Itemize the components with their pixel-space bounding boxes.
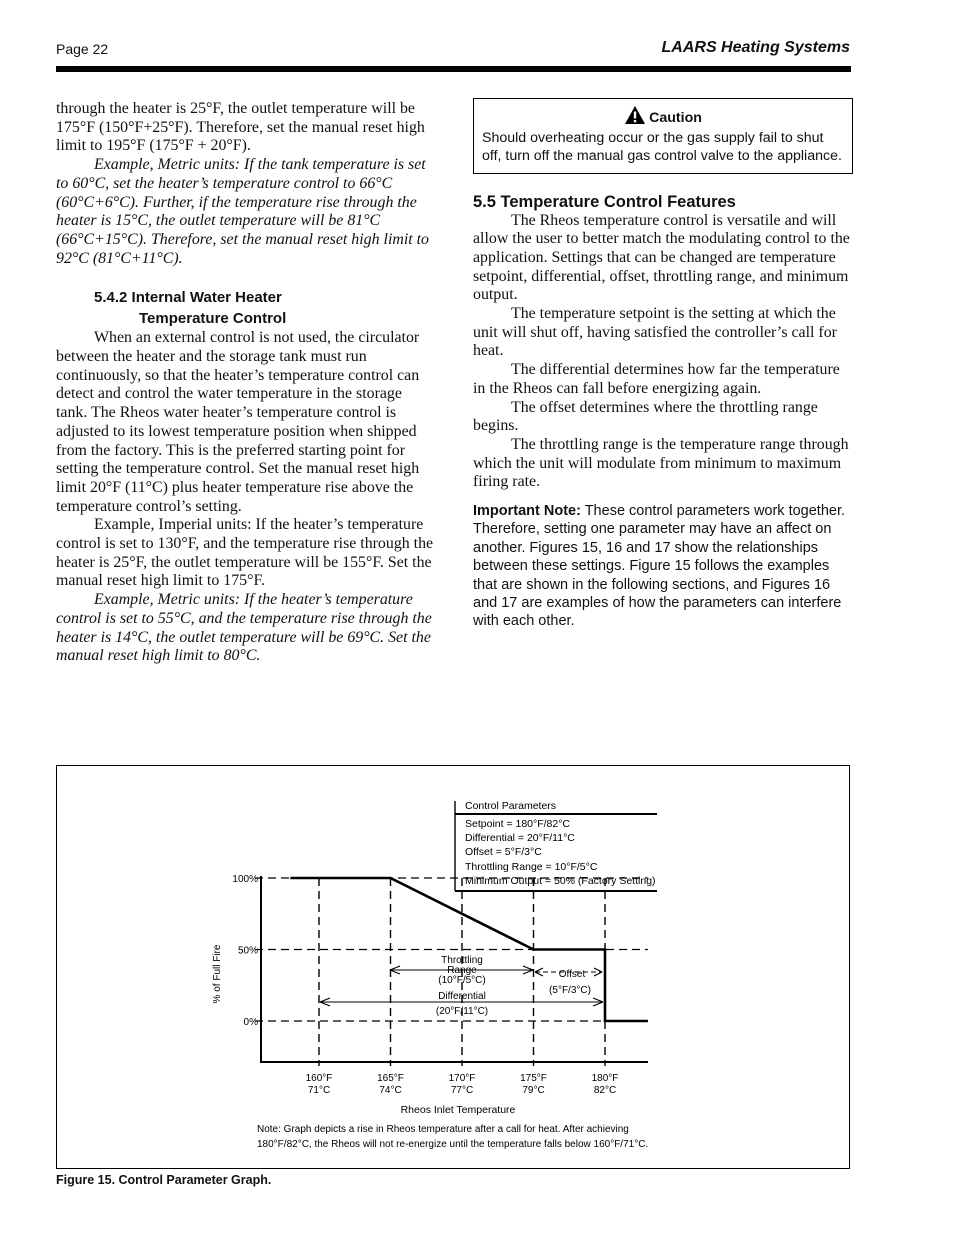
- caution-label: Caution: [649, 110, 702, 126]
- differential-label: (20°F/11°C): [435, 1006, 489, 1017]
- x-axis-label: Rheos Inlet Temperature: [400, 1104, 516, 1116]
- y-tick-label: 50%: [237, 945, 258, 957]
- offset-label: (5°F/3°C): [549, 985, 591, 996]
- throttling-label: Range: [447, 965, 477, 976]
- param-line: Differential = 20°F/11°C: [465, 832, 575, 844]
- x-tick-label: 165°F: [377, 1073, 404, 1084]
- offset-label: Offset: [558, 969, 586, 980]
- heading-line-1: 5.4.2 Internal Water Heater: [94, 289, 282, 307]
- param-line: Offset = 5°F/3°C: [465, 846, 542, 858]
- throttling-label: Throttling: [441, 955, 483, 966]
- important-text: These control parameters work together. Therefore, setting one parameter may have an affect on another. Figures 15, 16 and 17 show the relationships between these settings. Figure 15 follows the examples that are shown in the following sections, and Figures 16 and 17 are examples of how the parameters can interfere with each other.: [473, 503, 846, 630]
- brand-title: LAARS Heating Systems: [661, 39, 850, 56]
- figure-box: [56, 765, 850, 1169]
- y-axis-label: % of Full Fire: [212, 944, 223, 1004]
- paragraph: The temperature setpoint is the setting at which the unit will shut off, having satisfied the controller’s call for heat.: [473, 305, 837, 360]
- x-tick-label: 160°F: [305, 1073, 333, 1084]
- param-line: Minimum Output = 50% (Factory Setting): [465, 875, 656, 887]
- throttling-label: (10°F/5°C): [438, 975, 486, 986]
- left-column: [56, 100, 436, 666]
- paragraph: The Rheos temperature control is versatile and will allow the user to better match the modulating control to the application. Settings that can be changed are temperature setpoint, differential, offset, throttling range, and minimum output.: [473, 211, 850, 304]
- y-tick-label: 100%: [232, 874, 258, 885]
- x-tick-label: 79°C: [522, 1085, 545, 1096]
- header-rule: [56, 66, 851, 72]
- warning-icon: [624, 105, 646, 125]
- paragraph: Example, Metric units: If the heater’s temperature control is set to 55°C, and the temperature rise through the heater is 14°C, the outlet temperature will be 69°C. Set the manual reset high limit to 80°C.: [56, 591, 432, 665]
- param-line: Setpoint = 180°F/82°C: [465, 818, 571, 830]
- paragraph: Example, Metric units: If the tank temperature is set to 60°C, set the heater’s temperature control to 66°C (60°C+6°C). Further, if the temperature rise through the heater is 15°C, the outlet temperature will be 81°C (66°C+15°C). Therefore, set the manual reset high limit to 92°C (81°C+11°C).: [56, 156, 429, 267]
- x-tick-label: 175°F: [520, 1073, 547, 1084]
- right-column: [473, 98, 853, 631]
- parameters-box: [455, 800, 657, 891]
- differential-label: Differential: [438, 991, 486, 1002]
- params-title: Control Parameters: [465, 800, 557, 812]
- paragraph: When an external control is not used, the circulator between the heater and the storage tank must run continuously, so that the heater’s temperature control can detect and control the water temperature in the storage tank. The Rheos water heater’s temperature control is adjusted to its lowest temperature position when shipped from the factory. This is the preferred starting point for setting the temperature control. Set the manual reset high limit 20°F (11°C) plus heater temperature rise above the temperature control’s setting.: [56, 329, 420, 515]
- x-tick-label: 180°F: [591, 1073, 619, 1084]
- important-label: Important Note:: [473, 503, 581, 520]
- y-tick-label: 0%: [243, 1017, 258, 1028]
- paragraph: The offset determines where the throttling range begins.: [473, 398, 818, 435]
- paragraph: through the heater is 25°F, the outlet temperature will be 175°F (150°F+25°F). Therefore, set the manual reset high limit to 195°F (175°F + 20°F).: [56, 100, 425, 155]
- caution-title: [482, 105, 844, 128]
- x-tick-label: 77°C: [450, 1085, 474, 1096]
- figure-note: 180°F/82°C, the Rheos will not re-energize until the temperature falls below 160°F/71°C.: [257, 1139, 649, 1150]
- caution-box: [473, 98, 853, 174]
- paragraph: Example, Imperial units: If the heater’s temperature control is set to 130°F, and the temperature rise through the heater is 25°F, the outlet temperature will be 155°F. Set the manual reset high limit to 175°F.: [56, 516, 434, 590]
- important-note: [473, 502, 853, 631]
- x-tick-label: 71°C: [307, 1085, 331, 1096]
- param-line: Throttling Range = 10°F/5°C: [465, 861, 598, 873]
- page-number: Page 22: [56, 41, 109, 57]
- control-parameter-chart: [57, 766, 851, 1170]
- caution-text: Should overheating occur or the gas supply fail to shut off, turn off the manual gas control valve to the appliance.: [482, 129, 842, 164]
- paragraph: The differential determines how far the temperature in the Rheos can fall before energizing again.: [473, 361, 840, 397]
- section-heading: 5.5 Temperature Control Features: [473, 192, 736, 211]
- figure-note: Note: Graph depicts a rise in Rheos temperature after a call for heat. After achieving: [257, 1124, 629, 1135]
- heading-line-2: Temperature Control: [139, 310, 287, 328]
- figure-caption: Figure 15. Control Parameter Graph.: [56, 1173, 272, 1187]
- paragraph: The throttling range is the temperature range through which the unit will modulate from minimum to maximum firing rate.: [473, 435, 849, 491]
- x-tick-label: 74°C: [379, 1085, 402, 1096]
- subsection-heading: [94, 287, 436, 329]
- x-tick-label: 170°F: [448, 1073, 476, 1084]
- x-tick-label: 82°C: [593, 1085, 617, 1096]
